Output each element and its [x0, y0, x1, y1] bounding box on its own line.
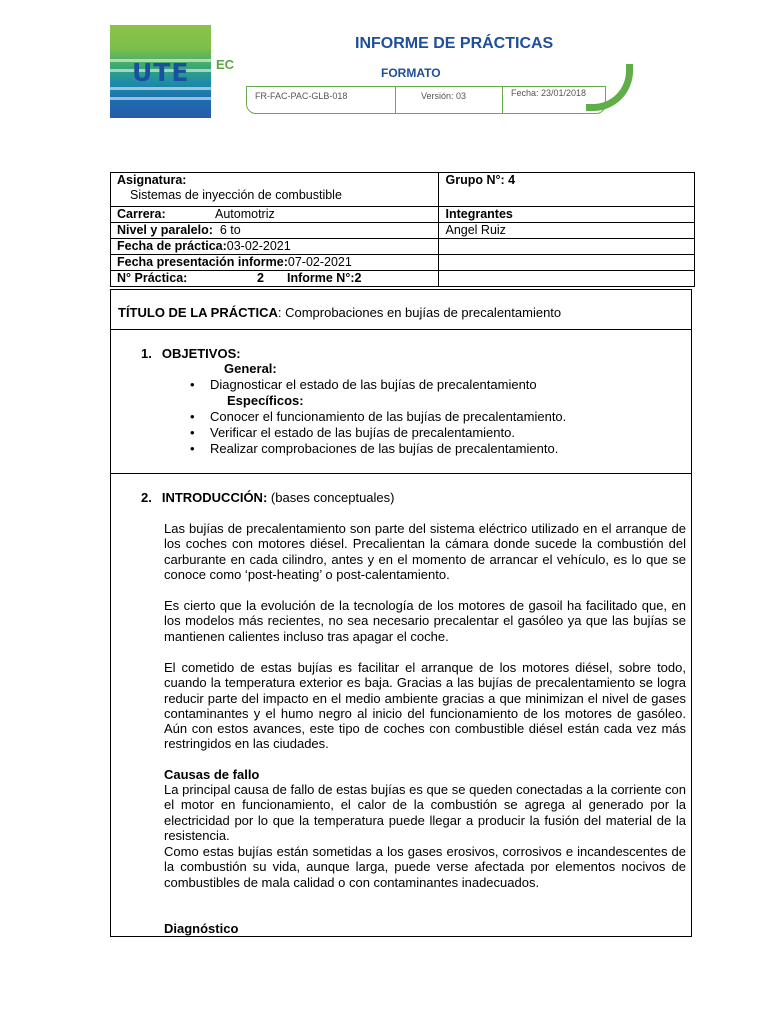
nivel-cell [111, 223, 439, 239]
logo-suffix: EC [216, 57, 235, 72]
document-control-box [246, 86, 606, 114]
intro-paragraph: El cometido de estas bujías es facilitar el arranque de los motores diésel, sobre todo, cuando la temperatura exterior es baja. Gracias a las bujías de precalentamiento se logra reducir parte del impacto en el medio ambiente gracias a que minimizan el nivel de gases contaminantes y el humo negro al inicio del funcionamiento de los motores de gasóleo. Aún con estos avances, este tipo de coches con combustible diésel están cada vez más restringidos en las ciudades. [164, 660, 686, 752]
intro-number: 2. [141, 490, 152, 505]
fecha-informe-cell [111, 255, 439, 271]
intro-heading-note: (bases conceptuales) [270, 490, 395, 505]
document-subtitle: FORMATO [381, 66, 441, 80]
asignatura-cell [111, 173, 439, 207]
info-table [110, 172, 695, 287]
asignatura-value: Sistemas de inyección de combustible [130, 188, 342, 202]
fecha-informe-value: 07-02-2021 [287, 255, 352, 269]
document-code: FR-FAC-PAC-GLB-018 [255, 91, 348, 101]
introduccion-section [110, 473, 692, 937]
integrantes-label: Integrantes [439, 207, 695, 223]
asignatura-label: Asignatura: [117, 173, 187, 187]
logo-text: UTE [132, 58, 190, 87]
carrera-cell [111, 207, 439, 223]
intro-paragraph: Las bujías de precalentamiento son parte del sistema eléctrico utilizado en el arranque de los coches con motores diésel. Precalientan la cámara donde sucede la combustión del carburante en cada cilindro, antes y en el momento de arrancar el vehículo, es lo que se conoce como ‘post-heating’ o post-calentamiento. [164, 521, 686, 582]
integrante-1: Angel Ruiz [439, 223, 695, 239]
list-item: • Conocer el funcionamiento de las bujías de precalentamiento. [184, 409, 684, 425]
practica-value: 2 [257, 271, 264, 285]
ute-logo [110, 25, 211, 118]
informe-label: Informe N°: [287, 271, 355, 285]
list-item: • Realizar comprobaciones de las bujías de precalentamiento. [184, 441, 684, 457]
grupo-cell [439, 173, 695, 207]
causas-paragraph: La principal causa de fallo de estas bujías es que se queden conectadas a la corriente con el motor en funcionamiento, el calor de la combustión se agrega al generado por la electricidad por lo que la temperatura puede llegar a producir la fusión del material de la resistencia. [164, 782, 686, 843]
causas-paragraph: Como estas bujías están sometidas a los gases erosivos, corrosivos e incandescentes de la combustión su vida, aunque larga, puede verse afectada por elementos nocivos de combustibles de mala calidad o con contaminantes inadecuados. [164, 844, 686, 890]
fecha-practica-cell [111, 239, 439, 255]
carrera-label: Carrera: [117, 207, 166, 221]
objetivos-number: 1. [141, 346, 152, 361]
fecha-informe-label: Fecha presentación informe: [117, 255, 288, 269]
grupo-value: 4 [508, 173, 516, 187]
empty-cell [439, 271, 695, 287]
fecha-practica-value: 03-02-2021 [226, 239, 291, 253]
general-label: General: [224, 361, 277, 376]
list-item: • Verificar el estado de las bujías de precalentamiento. [184, 425, 684, 441]
informe-value: 2 [354, 271, 362, 285]
objetivos-section [110, 329, 692, 474]
diagnostico-heading: Diagnóstico [164, 921, 239, 936]
empty-cell [439, 239, 695, 255]
practica-cell [111, 271, 439, 287]
titulo-section: TÍTULO DE LA PRÁCTICA: Comprobaciones en bujías de precalentamiento [110, 289, 692, 330]
document-date: Fecha: 23/01/2018 [511, 88, 587, 98]
document-version: Versión: 03 [421, 91, 467, 101]
causas-heading: Causas de fallo [164, 767, 260, 782]
titulo-value: Comprobaciones en bujías de precalentamiento [285, 305, 562, 320]
nivel-label: Nivel y paralelo: [117, 223, 213, 237]
carrera-value: Automotriz [215, 207, 275, 221]
grupo-label: Grupo N°: [445, 173, 505, 187]
titulo-label: TÍTULO DE LA PRÁCTICA [118, 305, 278, 320]
objetivos-heading: OBJETIVOS: [161, 346, 241, 361]
fecha-practica-label: Fecha de práctica: [117, 239, 227, 253]
empty-cell [439, 255, 695, 271]
especificos-label: Específicos: [227, 393, 304, 408]
document-title: INFORME DE PRÁCTICAS [355, 35, 554, 52]
nivel-value: 6 to [219, 223, 241, 237]
intro-heading: INTRODUCCIÓN: [161, 490, 268, 505]
especificos-list [184, 409, 684, 457]
practica-label: N° Práctica: [117, 271, 188, 285]
general-list [184, 377, 684, 393]
list-item: • Diagnosticar el estado de las bujías de precalentamiento [184, 377, 684, 393]
intro-paragraph: Es cierto que la evolución de la tecnología de los motores de gasoil ha facilitado que, en los modelos más recientes, no sea necesario precalentar el gasóleo ya que las bujías se mantienen calientes incluso tras apagar el coche. [164, 598, 686, 644]
